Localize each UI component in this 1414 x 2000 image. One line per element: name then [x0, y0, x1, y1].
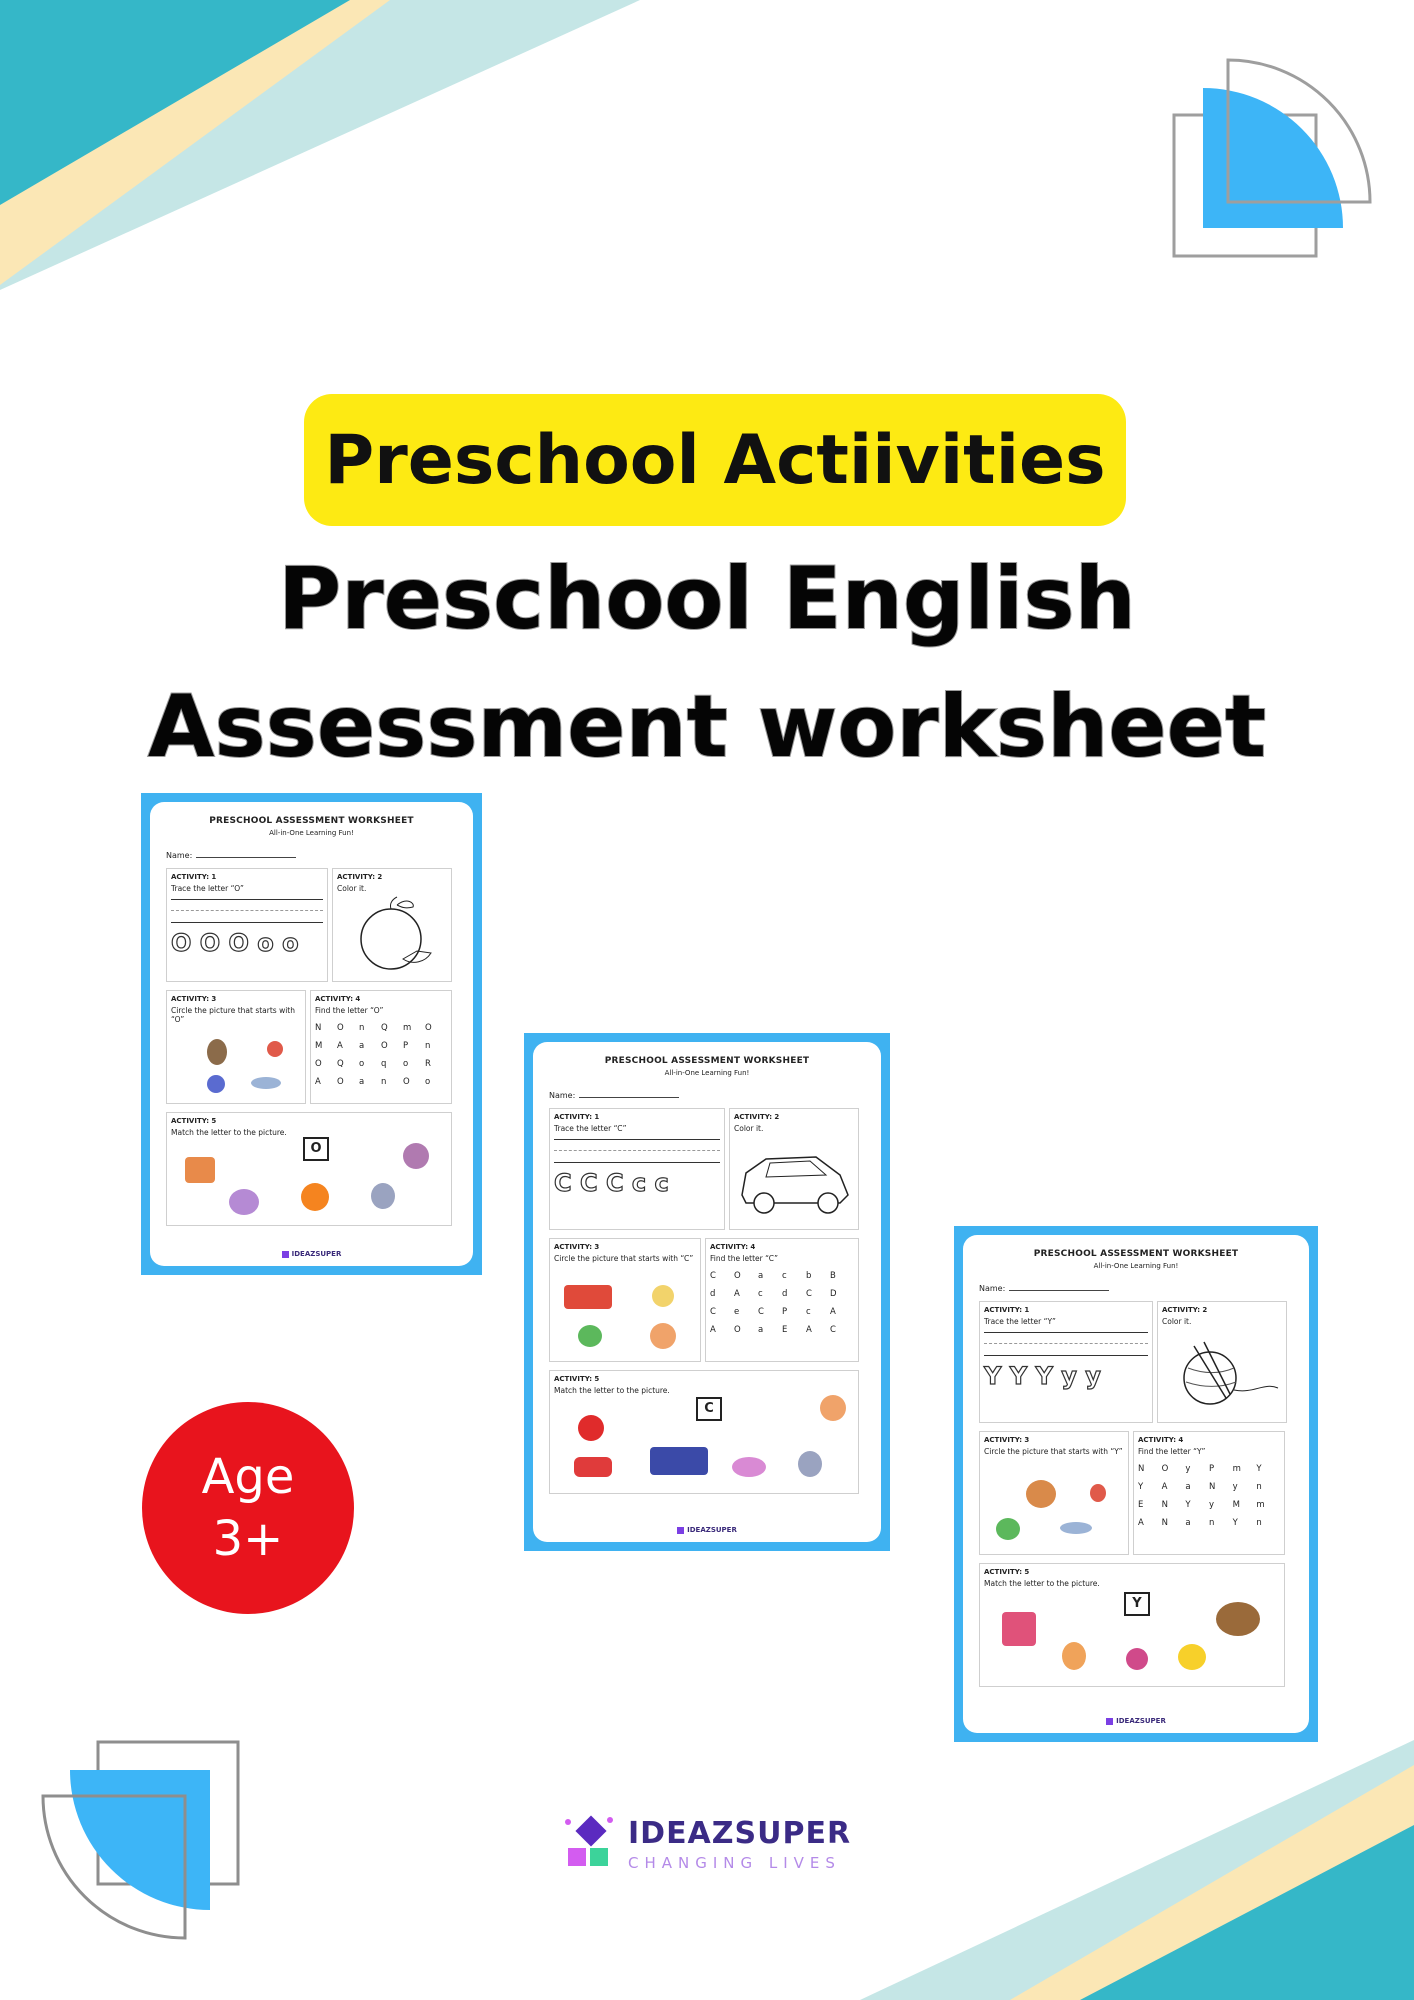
grid-letter: a	[758, 1325, 764, 1335]
activity-2-box	[332, 868, 452, 982]
grid-letter: C	[710, 1307, 716, 1317]
airplane-icon	[1060, 1522, 1092, 1534]
grid-letter: m	[1256, 1500, 1265, 1510]
cat-icon	[650, 1323, 676, 1349]
grid-letter: n	[1256, 1518, 1262, 1528]
activity-5-title: ACTIVITY: 5	[554, 1375, 600, 1383]
name-field: Name:	[979, 1284, 1293, 1293]
grid-letter: O	[425, 1023, 432, 1033]
train-toy-icon	[564, 1285, 612, 1309]
grid-letter: o	[359, 1059, 365, 1069]
grid-letter: D	[830, 1289, 837, 1299]
grid-letter: q	[381, 1059, 387, 1069]
activity-3-text: Circle the picture that starts with “Y”	[984, 1447, 1123, 1456]
activity-1-text: Trace the letter “Y”	[984, 1317, 1056, 1326]
grid-letter: A	[1161, 1482, 1168, 1492]
house-icon	[185, 1157, 215, 1183]
name-field: Name:	[166, 851, 457, 860]
grid-letter: a	[758, 1271, 764, 1281]
activity-5-box	[979, 1563, 1285, 1687]
grid-letter: Y	[1256, 1464, 1262, 1474]
activity-2-text: Color it.	[1162, 1317, 1192, 1326]
activity-2-box	[1157, 1301, 1287, 1423]
grid-letter: O	[734, 1271, 741, 1281]
activity-1-title: ACTIVITY: 1	[171, 873, 217, 881]
activity-4-box	[1133, 1431, 1285, 1555]
activity-1-text: Trace the letter “O”	[171, 884, 244, 893]
grid-letter: N	[315, 1023, 322, 1033]
activity-2-title: ACTIVITY: 2	[1162, 1306, 1208, 1314]
top-right-quarter-shape	[1174, 60, 1370, 256]
grid-letter: y	[1208, 1500, 1215, 1510]
activity-4-text: Find the letter “O”	[315, 1006, 384, 1015]
activity-1-title: ACTIVITY: 1	[984, 1306, 1030, 1314]
robot-icon	[207, 1075, 225, 1093]
grid-letter: O	[337, 1023, 344, 1033]
worksheet-logo: IDEAZSUPER	[150, 1250, 473, 1258]
letter-grid	[1138, 1464, 1280, 1528]
activity-3-title: ACTIVITY: 3	[984, 1436, 1030, 1444]
grid-letter: Q	[337, 1059, 344, 1069]
yak-icon	[1216, 1602, 1260, 1636]
activity-3-title: ACTIVITY: 3	[171, 995, 217, 1003]
activity-3-box	[979, 1431, 1129, 1555]
chair-icon	[1062, 1642, 1086, 1670]
page-title-line-1: Preschool English	[278, 549, 1136, 649]
grid-letter: O	[315, 1059, 322, 1069]
grid-letter: O	[381, 1041, 388, 1051]
grid-letter: O	[403, 1077, 410, 1087]
grid-letter: N	[1161, 1518, 1169, 1528]
grid-letter: a	[1185, 1482, 1191, 1492]
grid-letter: O	[734, 1325, 741, 1335]
grid-letter: O	[337, 1077, 344, 1087]
octopus-icon	[229, 1189, 259, 1215]
elephant-icon	[371, 1183, 395, 1209]
trace-letters: Y Y Y y y	[984, 1362, 1101, 1390]
grid-letter: d	[782, 1289, 788, 1299]
grid-letter: R	[425, 1059, 431, 1069]
sailboat-icon	[1002, 1612, 1036, 1646]
worksheet-subtitle: All-in-One Learning Fun!	[269, 829, 354, 837]
match-letter: C	[696, 1397, 722, 1421]
grid-letter: A	[337, 1041, 343, 1051]
grid-letter: e	[734, 1307, 740, 1317]
letter-grid	[315, 1023, 447, 1087]
activity-5-box	[166, 1112, 452, 1226]
bottom-left-quarter-shape	[43, 1742, 238, 1938]
worksheet-page	[963, 1235, 1309, 1733]
age-badge-line-2: 3+	[212, 1511, 284, 1567]
frog-icon	[996, 1518, 1020, 1540]
activity-3-box	[166, 990, 306, 1104]
activity-3-text: Circle the picture that starts with “O”	[171, 1006, 296, 1024]
activity-1-box	[549, 1108, 725, 1230]
age-badge	[142, 1402, 354, 1614]
yoyo-icon	[1126, 1648, 1148, 1670]
activity-2-box	[729, 1108, 859, 1230]
grid-letter: m	[403, 1023, 412, 1033]
grid-letter: m	[1232, 1464, 1241, 1474]
activity-4-box	[310, 990, 452, 1104]
car-icon	[574, 1457, 612, 1477]
grid-letter: y	[1185, 1464, 1191, 1474]
grid-letter: N	[1161, 1500, 1169, 1510]
orange-icon	[301, 1183, 329, 1211]
activity-4-title: ACTIVITY: 4	[1138, 1436, 1184, 1444]
ostrich-icon	[207, 1039, 227, 1065]
apple-icon	[578, 1415, 604, 1441]
grid-letter: N	[1208, 1482, 1216, 1492]
worksheet-title: PRESCHOOL ASSESSMENT WORKSHEET	[1033, 1249, 1239, 1259]
worksheet-logo: IDEAZSUPER	[963, 1717, 1309, 1725]
ring-icon	[652, 1285, 674, 1307]
worksheet-subtitle: All-in-One Learning Fun!	[1093, 1262, 1179, 1270]
grid-letter: A	[734, 1289, 740, 1299]
grid-letter: P	[782, 1307, 788, 1317]
activity-4-text: Find the letter “C”	[710, 1254, 778, 1263]
logo-brand-text: IDEAZSUPER	[628, 1816, 852, 1851]
onion-icon	[403, 1143, 429, 1169]
elephant-icon	[798, 1451, 822, 1477]
activity-2-title: ACTIVITY: 2	[734, 1113, 780, 1121]
activity-1-box	[979, 1301, 1153, 1423]
grid-letter: M	[1232, 1500, 1240, 1510]
airplane-icon	[251, 1077, 281, 1089]
worksheet-logo: IDEAZSUPER	[533, 1526, 881, 1534]
activity-3-text: Circle the picture that starts with “C”	[554, 1254, 694, 1263]
letter-grid	[710, 1271, 854, 1335]
frog-icon	[578, 1325, 602, 1347]
worksheet-preview-y	[954, 1226, 1318, 1742]
grid-letter: n	[1208, 1518, 1215, 1528]
activity-4-title: ACTIVITY: 4	[315, 995, 361, 1003]
worksheet-preview-o	[141, 793, 482, 1275]
activity-5-box	[549, 1370, 859, 1494]
grid-letter: O	[1161, 1464, 1169, 1474]
train-icon	[650, 1447, 708, 1475]
grid-letter: C	[830, 1325, 836, 1335]
grid-letter: Y	[1138, 1482, 1144, 1492]
grid-letter: A	[830, 1307, 836, 1317]
grid-letter: E	[1138, 1500, 1144, 1510]
trace-lines	[984, 1332, 1148, 1356]
yarn-ball-outline-icon	[1174, 1338, 1284, 1418]
grid-letter: P	[403, 1041, 409, 1051]
activity-1-text: Trace the letter “C”	[554, 1124, 627, 1133]
grid-letter: Y	[1185, 1500, 1191, 1510]
category-badge-text: Preschool Actiivities	[324, 420, 1106, 500]
name-field: Name:	[549, 1091, 865, 1100]
grid-letter: Y	[1232, 1518, 1238, 1528]
grid-letter: C	[806, 1289, 812, 1299]
grid-letter: c	[758, 1289, 763, 1299]
grid-letter: n	[1256, 1482, 1262, 1492]
match-letter: O	[303, 1137, 329, 1161]
activity-1-title: ACTIVITY: 1	[554, 1113, 600, 1121]
worksheet-subtitle: All-in-One Learning Fun!	[664, 1069, 750, 1077]
activity-5-title: ACTIVITY: 5	[984, 1568, 1030, 1576]
grid-letter: b	[806, 1271, 812, 1281]
grid-letter: A	[315, 1077, 321, 1087]
activity-3-title: ACTIVITY: 3	[554, 1243, 600, 1251]
yarn-icon	[1026, 1480, 1056, 1508]
grid-letter: N	[1138, 1464, 1145, 1474]
orange-outline-icon	[353, 893, 437, 977]
grid-letter: Q	[381, 1023, 388, 1033]
worksheet-preview-c	[524, 1033, 890, 1551]
car-outline-icon	[736, 1149, 854, 1219]
cat-icon	[820, 1395, 846, 1421]
grid-letter: a	[359, 1077, 365, 1087]
activity-2-title: ACTIVITY: 2	[337, 873, 383, 881]
grid-letter: a	[359, 1041, 365, 1051]
grid-letter: a	[1185, 1518, 1191, 1528]
rocket-icon	[1090, 1484, 1106, 1502]
grid-letter: E	[782, 1325, 788, 1335]
worksheet-title: PRESCHOOL ASSESSMENT WORKSHEET	[604, 1056, 810, 1066]
worksheet-page	[533, 1042, 881, 1542]
rocket-icon	[267, 1041, 283, 1057]
grid-letter: C	[758, 1307, 764, 1317]
age-badge-line-1: Age	[201, 1448, 295, 1505]
category-badge	[304, 394, 1126, 526]
grid-letter: A	[806, 1325, 812, 1335]
grid-letter: c	[806, 1307, 811, 1317]
activity-4-text: Find the letter “Y”	[1138, 1447, 1206, 1456]
page-title-line-2: Assessment worksheet	[147, 677, 1267, 777]
grid-letter: y	[1232, 1482, 1238, 1492]
grid-letter: A	[1138, 1518, 1144, 1528]
grid-letter: n	[381, 1077, 387, 1087]
grid-letter: A	[710, 1325, 716, 1335]
grid-letter: B	[830, 1271, 836, 1281]
activity-5-text: Match the letter to the picture.	[554, 1386, 670, 1395]
worksheet-page	[150, 802, 473, 1266]
grid-letter: n	[425, 1041, 431, 1051]
trace-letters: O O O o o	[171, 929, 299, 957]
trace-lines	[171, 899, 323, 923]
activity-3-box	[549, 1238, 701, 1362]
activity-2-text: Color it.	[337, 884, 367, 893]
worksheet-title: PRESCHOOL ASSESSMENT WORKSHEET	[209, 816, 414, 826]
activity-5-text: Match the letter to the picture.	[984, 1579, 1100, 1588]
grid-letter: o	[403, 1059, 409, 1069]
trace-letters: C C C c c	[554, 1169, 669, 1197]
activity-1-box	[166, 868, 328, 982]
grid-letter: o	[425, 1077, 431, 1087]
match-letter: Y	[1124, 1592, 1150, 1616]
trace-lines	[554, 1139, 720, 1163]
grid-letter: M	[315, 1041, 323, 1051]
candy-icon	[732, 1457, 766, 1477]
grid-letter: n	[359, 1023, 365, 1033]
activity-4-title: ACTIVITY: 4	[710, 1243, 756, 1251]
duck-icon	[1178, 1644, 1206, 1670]
activity-4-box	[705, 1238, 859, 1362]
activity-5-text: Match the letter to the picture.	[171, 1128, 287, 1137]
activity-2-text: Color it.	[734, 1124, 764, 1133]
footer-logo	[560, 1810, 860, 1880]
logo-blocks-icon	[560, 1814, 620, 1874]
grid-letter: P	[1208, 1464, 1215, 1474]
grid-letter: C	[710, 1271, 716, 1281]
grid-letter: c	[782, 1271, 787, 1281]
grid-letter: d	[710, 1289, 716, 1299]
logo-tagline: CHANGING LIVES	[628, 1854, 841, 1872]
activity-5-title: ACTIVITY: 5	[171, 1117, 217, 1125]
